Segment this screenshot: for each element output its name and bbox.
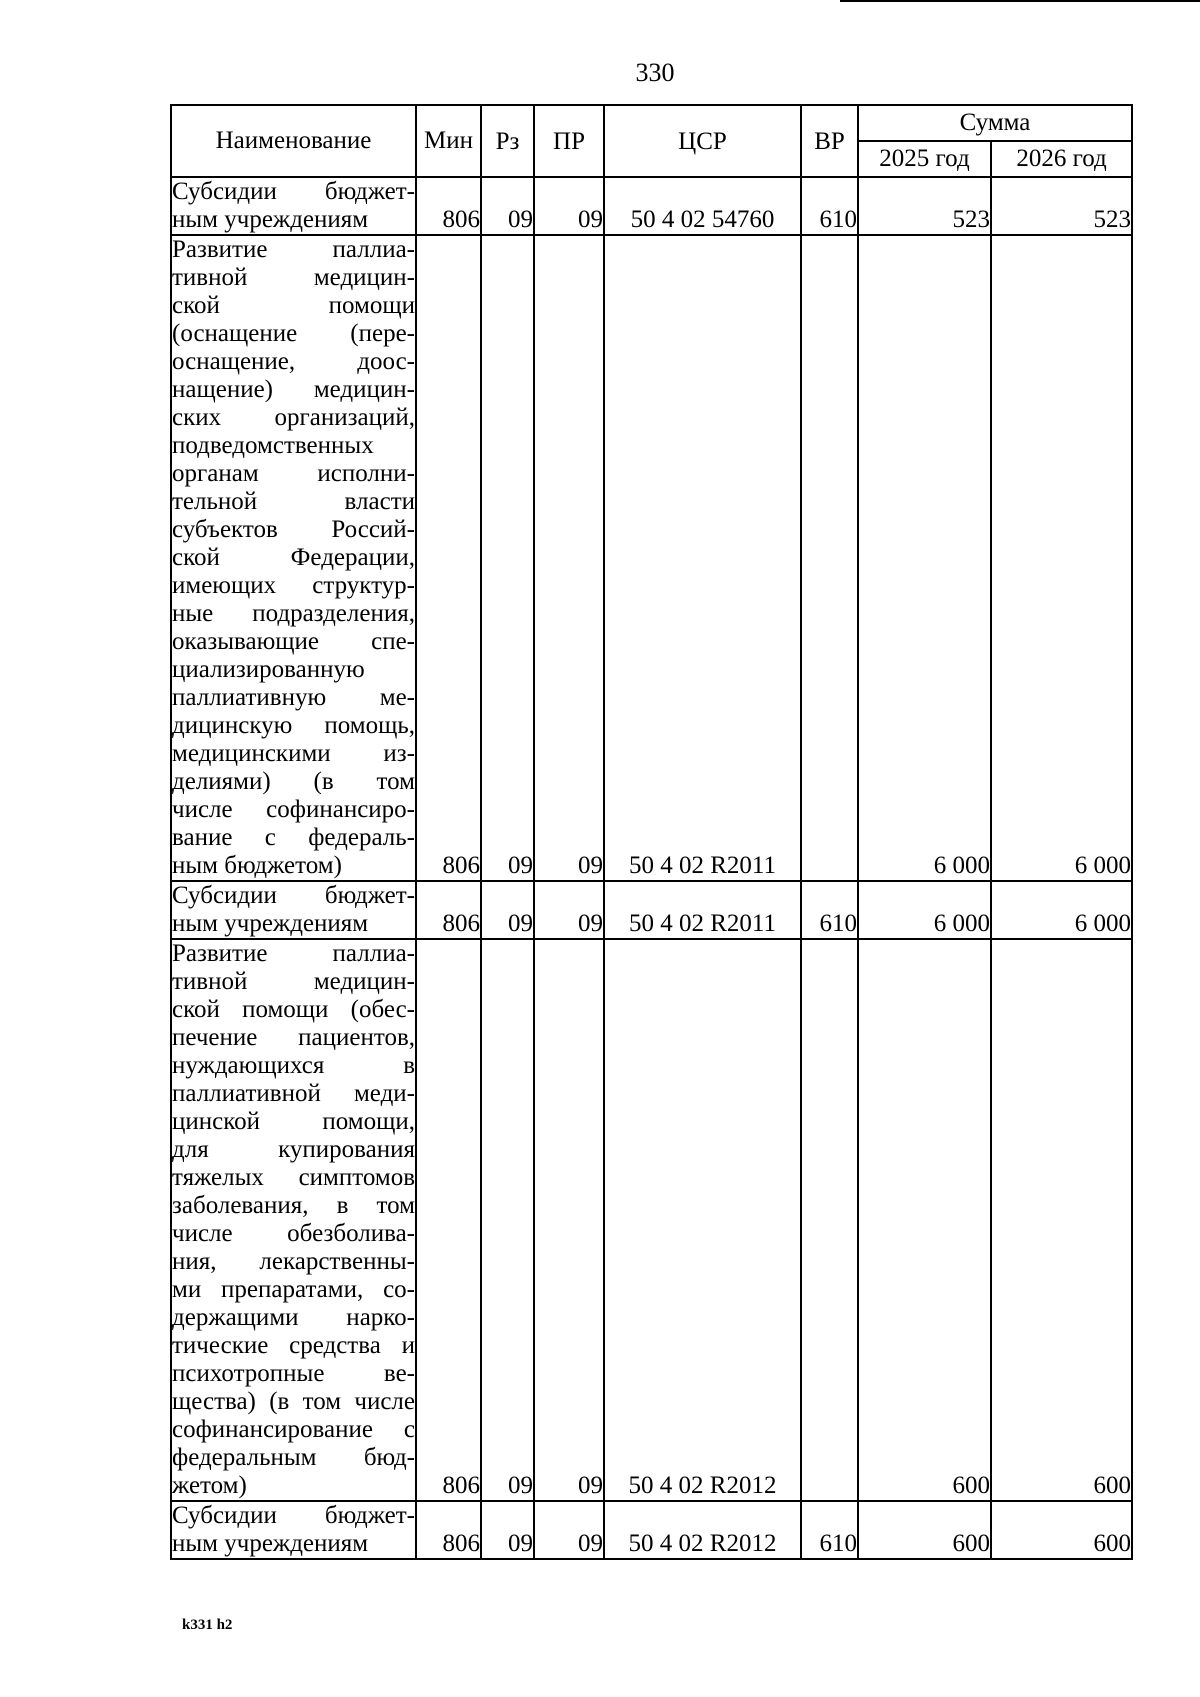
header-vr: ВР (801, 105, 858, 177)
row-name-line: печение пациентов, (172, 1024, 415, 1051)
budget-table (170, 104, 1133, 1560)
row-name-line: оснащение, доос- (172, 348, 415, 375)
row-name (171, 177, 416, 235)
row-min: 806 (416, 881, 481, 939)
row-name-line: тивной медицин- (172, 968, 415, 995)
row-name-line: софинансирование с (172, 1416, 415, 1443)
row-sum-2026: 6 000 (991, 881, 1132, 939)
header-rz: Рз (481, 105, 534, 177)
footer-code: k331 h2 (182, 1617, 233, 1633)
row-name-line: ным бюджетом) (172, 852, 342, 879)
row-pr: 09 (534, 1501, 604, 1559)
row-sum-2026: 6 000 (991, 235, 1132, 881)
row-csr: 50 4 02 R2012 (604, 1501, 801, 1559)
row-name-line: числе софинансиро- (172, 796, 415, 823)
row-csr: 50 4 02 R2012 (604, 939, 801, 1501)
row-name-line: федеральным бюд- (172, 1444, 415, 1471)
row-name-line: ских организаций, (172, 404, 415, 431)
scan-edge-line (840, 0, 1200, 2)
row-name-line: субъектов Россий- (172, 516, 415, 543)
row-rz: 09 (481, 177, 534, 235)
row-name (171, 1501, 416, 1559)
row-vr: 610 (801, 1501, 858, 1559)
row-name-line: ные подразделения, (172, 600, 415, 627)
row-sum-2026: 600 (991, 939, 1132, 1501)
row-name-line: нуждающихся в (172, 1052, 415, 1079)
row-name (171, 939, 416, 1501)
row-vr (801, 235, 858, 881)
row-name-line: для купирования (172, 1136, 415, 1163)
row-rz: 09 (481, 235, 534, 881)
row-csr: 50 4 02 54760 (604, 177, 801, 235)
row-sum-2026: 600 (991, 1501, 1132, 1559)
row-name-line: ным учреждениям (172, 1530, 369, 1557)
row-name-line: Субсидии бюджет- (172, 178, 415, 205)
row-vr: 610 (801, 177, 858, 235)
row-name (171, 881, 416, 939)
row-name-line: ской Федерации, (172, 544, 415, 571)
row-name-line: подведомственных (172, 432, 374, 459)
row-pr: 09 (534, 881, 604, 939)
header-min: Мин (416, 105, 481, 177)
row-name (171, 235, 416, 881)
row-name-line: щества) (в том числе (172, 1388, 415, 1415)
row-sum-2025: 523 (858, 177, 991, 235)
row-name-line: тяжелых симптомов (172, 1164, 415, 1191)
row-name-line: тические средства и (172, 1332, 415, 1359)
row-name-line: медицинскими из- (172, 740, 415, 767)
row-vr (801, 939, 858, 1501)
row-name-line: делиями) (в том (172, 768, 415, 795)
table-row (171, 939, 1132, 1501)
row-pr: 09 (534, 939, 604, 1501)
row-name-line: Субсидии бюджет- (172, 1502, 415, 1529)
row-name-line: Развитие паллиа- (172, 236, 415, 263)
row-sum-2025: 6 000 (858, 235, 991, 881)
row-sum-2025: 600 (858, 1501, 991, 1559)
header-csr: ЦСР (604, 105, 801, 177)
row-sum-2026: 523 (991, 177, 1132, 235)
row-name-line: имеющих структур- (172, 572, 415, 599)
row-name-line: ской помощи (172, 292, 415, 319)
row-name-line: органам исполни- (172, 460, 415, 487)
row-min: 806 (416, 177, 481, 235)
row-sum-2025: 6 000 (858, 881, 991, 939)
row-name-line: держащими нарко- (172, 1304, 415, 1331)
header-year-2025: 2025 год (858, 141, 991, 177)
row-name-line: оказывающие спе- (172, 628, 415, 655)
row-name-line: психотропные ве- (172, 1360, 415, 1387)
header-year-2026: 2026 год (991, 141, 1132, 177)
row-min: 806 (416, 235, 481, 881)
row-name-line: заболевания, в том (172, 1192, 415, 1219)
row-name-line: цинской помощи, (172, 1108, 415, 1135)
row-name-line: вание с федераль- (172, 824, 415, 851)
row-min: 806 (416, 1501, 481, 1559)
row-name-line: дицинскую помощь, (172, 712, 415, 739)
page-number: 330 (635, 58, 675, 87)
table-row (171, 177, 1132, 235)
row-name-line: тельной власти (172, 488, 415, 515)
row-name-line: ми препаратами, со- (172, 1276, 415, 1303)
row-name-line: Развитие паллиа- (172, 940, 415, 967)
row-csr: 50 4 02 R2011 (604, 881, 801, 939)
row-name-line: жетом) (172, 1472, 247, 1499)
row-name-line: ным учреждениям (172, 910, 369, 937)
header-name: Наименование (171, 105, 416, 177)
header-pr: ПР (534, 105, 604, 177)
header-sum: Сумма (858, 105, 1132, 141)
row-name-line: нащение) медицин- (172, 376, 415, 403)
row-name-line: ным учреждениям (172, 206, 369, 233)
row-name-line: Субсидии бюджет- (172, 882, 415, 909)
row-name-line: числе обезболива- (172, 1220, 415, 1247)
table-row (171, 1501, 1132, 1559)
row-name-line: паллиативную ме- (172, 684, 415, 711)
table-body (171, 177, 1132, 1559)
row-rz: 09 (481, 939, 534, 1501)
row-name-line: (оснащение (пере- (172, 320, 415, 347)
row-sum-2025: 600 (858, 939, 991, 1501)
row-name-line: паллиативной меди- (172, 1080, 415, 1107)
row-name-line: циализированную (172, 656, 365, 683)
row-csr: 50 4 02 R2011 (604, 235, 801, 881)
row-name-line: ской помощи (обес- (172, 996, 415, 1023)
row-pr: 09 (534, 235, 604, 881)
table-row (171, 235, 1132, 881)
row-pr: 09 (534, 177, 604, 235)
row-vr: 610 (801, 881, 858, 939)
row-name-line: тивной медицин- (172, 264, 415, 291)
row-name-line: ния, лекарственны- (172, 1248, 415, 1275)
row-rz: 09 (481, 881, 534, 939)
row-min: 806 (416, 939, 481, 1501)
row-rz: 09 (481, 1501, 534, 1559)
table-row (171, 881, 1132, 939)
